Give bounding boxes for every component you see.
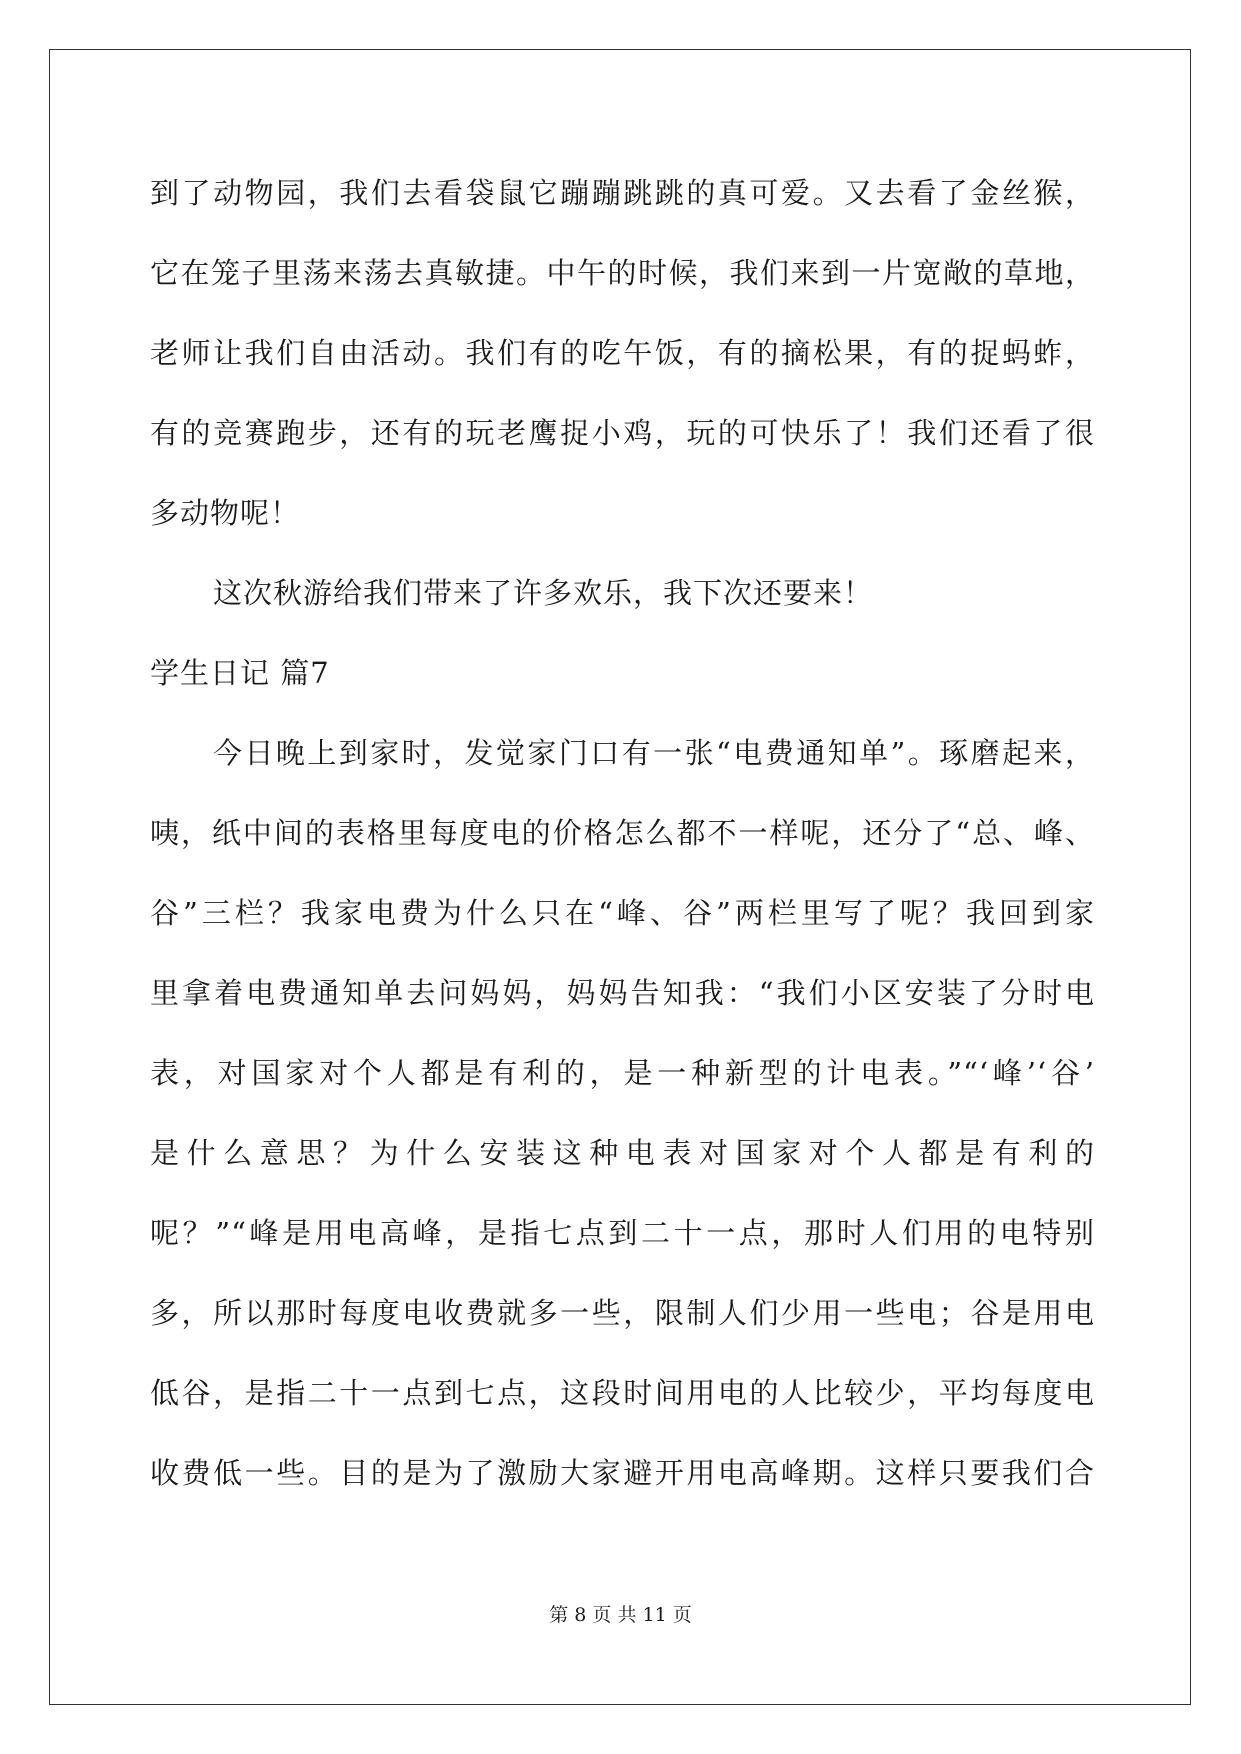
- text-line-3: 老师让我们自由活动。我们有的吃午饭，有的摘松果，有的捉蚂蚱，: [150, 336, 1095, 370]
- page-number-footer: 第 8 页 共 11 页: [549, 1604, 692, 1626]
- text-line-14: 多，所以那时每度电收费就多一些，限制人们少用一些电；谷是用电: [150, 1296, 1095, 1330]
- section-heading: 学生日记 篇7: [150, 656, 330, 690]
- text-line-12: 是什么意思？为什么安装这种电表对国家对个人都是有利的: [150, 1136, 1095, 1170]
- text-line-10: 里拿着电费通知单去问妈妈，妈妈告知我：“我们小区安装了分时电: [150, 976, 1095, 1010]
- text-line-5: 多动物呢！: [150, 496, 301, 530]
- text-line-8: 咦，纸中间的表格里每度电的价格怎么都不一样呢，还分了“总、峰、: [150, 816, 1095, 850]
- text-line-16: 收费低一些。目的是为了激励大家避开用电高峰期。这样只要我们合: [150, 1456, 1095, 1490]
- text-line-13: 呢？”“峰是用电高峰，是指七点到二十一点，那时人们用的电特别: [150, 1216, 1095, 1250]
- text-line-11: 表，对国家对个人都是有利的，是一种新型的计电表。”“‘峰’‘谷’: [150, 1056, 1095, 1090]
- text-line-6: 这次秋游给我们带来了许多欢乐，我下次还要来！: [213, 576, 874, 610]
- text-line-9: 谷”三栏？我家电费为什么只在“峰、谷”两栏里写了呢？我回到家: [150, 896, 1095, 930]
- text-line-4: 有的竞赛跑步，还有的玩老鹰捉小鸡，玩的可快乐了！我们还看了很: [150, 416, 1095, 450]
- text-line-2: 它在笼子里荡来荡去真敏捷。中午的时候，我们来到一片宽敞的草地，: [150, 256, 1095, 290]
- text-line-1: 到了动物园，我们去看袋鼠它蹦蹦跳跳的真可爱。又去看了金丝猴，: [150, 176, 1095, 210]
- text-line-15: 低谷，是指二十一点到七点，这段时间用电的人比较少，平均每度电: [150, 1376, 1095, 1410]
- text-line-7: 今日晚上到家时，发觉家门口有一张“电费通知单”。琢磨起来，: [213, 736, 1095, 770]
